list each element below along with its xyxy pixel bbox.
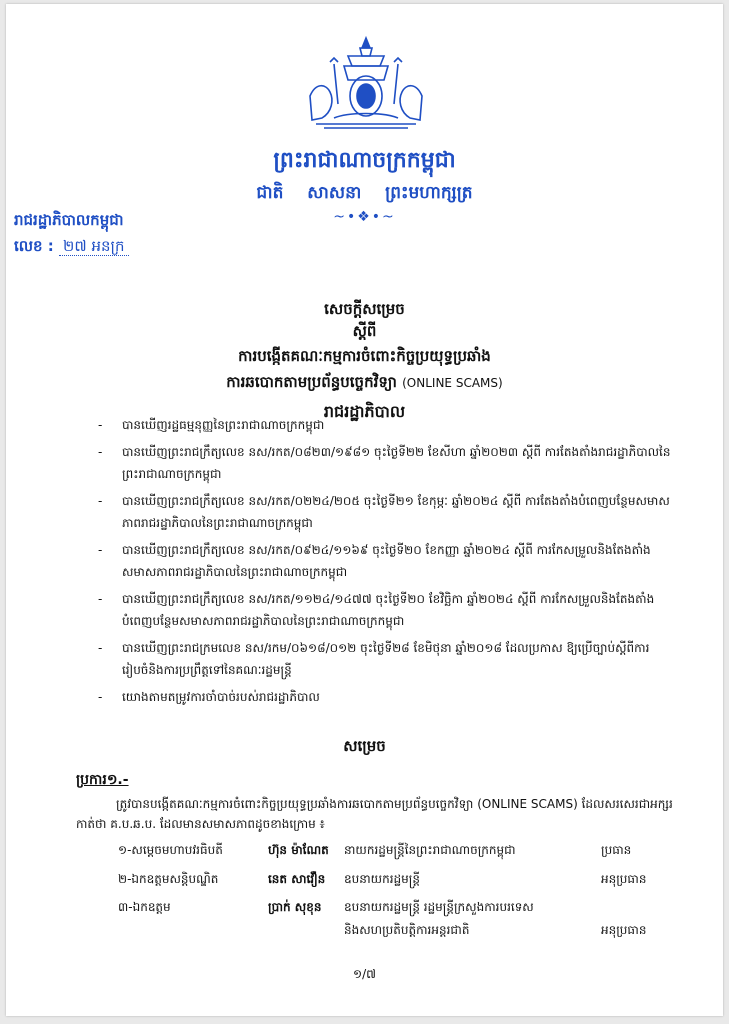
document-number-label: លេខ : (14, 237, 54, 255)
decision-heading: សម្រេច (343, 737, 386, 755)
member-2-name (268, 870, 325, 888)
legal-references-list (94, 414, 674, 713)
reference-item: - បានឃើញរដ្ឋធម្មនុញ្ញនៃព្រះរាជាណាចក្រកម្ពុជា (94, 414, 674, 436)
doc-subject-line2-khmer: ការឆបោកតាមប្រព័ន្ធបច្ចេកវិទ្យា (226, 373, 397, 391)
member-3-position: ឧបនាយករដ្ឋមន្ត្រី រដ្ឋមន្ត្រីក្រសួងការបរទេស (344, 900, 534, 914)
document-number (14, 237, 129, 259)
member-1-role: ប្រធាន (601, 843, 632, 857)
member-2-name-text: នេត សាវឿន (268, 872, 326, 886)
member-3-role: អនុប្រធាន (601, 923, 647, 937)
reference-item: - បានឃើញព្រះរាជក្រឹត្យលេខ នស/រកត/០៨២៣/១៩៨១ ចុះថ្ងៃទី២២ ខែសីហា ឆ្នាំ២០២៣ ស្តីពី ការតែងតាំងរាជរដ្ឋាភិបាលនៃព្រះរាជាណាចក្រកម្ពុជា (94, 441, 674, 485)
member-1-name-text: ហ៊ុន ម៉ាណែត (268, 843, 329, 857)
doc-subject-line2-english: (ONLINE SCAMS) (402, 376, 503, 390)
page-number: ១/៧ (353, 967, 376, 981)
member-2-position: ឧបនាយករដ្ឋមន្ត្រី (344, 872, 420, 886)
article-label: ប្រការ១.- (76, 772, 129, 788)
member-1-name (268, 841, 329, 859)
doc-type-title: សេចក្តីសម្រេច (324, 300, 405, 318)
reference-item: - យោងតាមតម្រូវការចាំបាច់របស់រាជរដ្ឋាភិបាល (94, 686, 674, 708)
doc-subject-label: ស្តីពី (352, 322, 377, 340)
royal-coat-of-arms-icon (304, 34, 428, 134)
kingdom-title: ព្រះរាជាណាចក្រកម្ពុជា (273, 148, 456, 173)
reference-item: - បានឃើញព្រះរាជក្រឹត្យលេខ នស/រកត/០៩២៤/១១៦៩ ចុះថ្ងៃទី២០ ខែកញ្ញា ឆ្នាំ២០២៤ ស្តីពី ការកែសម្រួលនិងតែងតាំងសមាសភាពរាជរដ្ឋាភិបាលនៃព្រះរាជាណាចក្រកម្ពុជា (94, 539, 674, 583)
member-2-role: អនុប្រធាន (601, 872, 647, 886)
member-3-position-line2: និងសហប្រតិបត្តិការអន្តរជាតិ (344, 923, 470, 937)
article-paragraph: ត្រូវបានបង្កើតគណៈកម្មការចំពោះកិច្ចប្រយុទ្ធប្រឆាំងការឆបោកតាមប្រព័ន្ធបច្ចេកវិទ្យា (ONLINE SCAMS) ដែលសរសេរជាអក្សរកាត់ថា គ.ប.ឆ.ប. ដែលមានសមាសភាពដូចខាងក្រោម ៖ (76, 797, 673, 831)
member-3-prefix: ៣-ឯកឧត្តម (118, 900, 171, 914)
reference-item: - បានឃើញព្រះរាជក្រឹត្យលេខ នស/រកត/១១២៤/១៤៧៧ ចុះថ្ងៃទី២០ ខែវិច្ឆិកា ឆ្នាំ២០២៤ ស្តីពី ការកែសម្រួលនិងតែងតាំងបំពេញបន្ថែមសមាសភាពរាជរដ្ឋាភិបាលនៃព្រះរាជាណាចក្រកម្ពុជា (94, 588, 674, 632)
document-page (6, 4, 723, 1016)
member-2-prefix: ២-ឯកឧត្តមសន្តិបណ្ឌិត (118, 872, 219, 886)
ornament-divider: ~•❖•~ (333, 209, 396, 225)
issuing-authority: រាជរដ្ឋាភិបាល (323, 402, 406, 421)
document-number-value: ២៧ អនក្រ (59, 237, 128, 256)
issuing-government: រាជរដ្ឋាភិបាលកម្ពុជា (14, 211, 124, 229)
member-3-name (268, 898, 321, 916)
member-1-prefix: ១-សម្តេចមហាបវរធិបតី (118, 843, 223, 857)
doc-subject-line1: ការបង្កើតគណៈកម្មការចំពោះកិច្ចប្រយុទ្ធប្រឆាំង (238, 347, 491, 365)
reference-item: - បានឃើញព្រះរាជក្រមលេខ នស/រកម/០៦១៨/០១២ ចុះថ្ងៃទី២៨ ខែមិថុនា ឆ្នាំ២០១៨ ដែលប្រកាស ឱ្យប្រើច្បាប់ស្តីពីការរៀបចំនិងការប្រព្រឹត្តទៅនៃគណៈរដ្ឋមន្ត្រី (94, 637, 674, 681)
reference-item: - បានឃើញព្រះរាជក្រឹត្យលេខ នស/រកត/០២២៤/២០៥ ចុះថ្ងៃទី២១ ខែកុម្ភៈ ឆ្នាំ២០២៤ ស្តីពី ការតែងតាំងបំពេញបន្ថែមសមាសភាពរាជរដ្ឋាភិបាលនៃព្រះរាជាណាចក្រកម្ពុជា (94, 490, 674, 534)
member-1-position: នាយករដ្ឋមន្ត្រីនៃព្រះរាជាណាចក្រកម្ពុជា (344, 843, 516, 857)
member-3-name-text: ប្រាក់ សុខុន (268, 900, 322, 914)
national-motto: ជាតិ សាសនា ព្រះមហាក្សត្រ (256, 183, 473, 203)
doc-subject-line2 (6, 373, 723, 395)
